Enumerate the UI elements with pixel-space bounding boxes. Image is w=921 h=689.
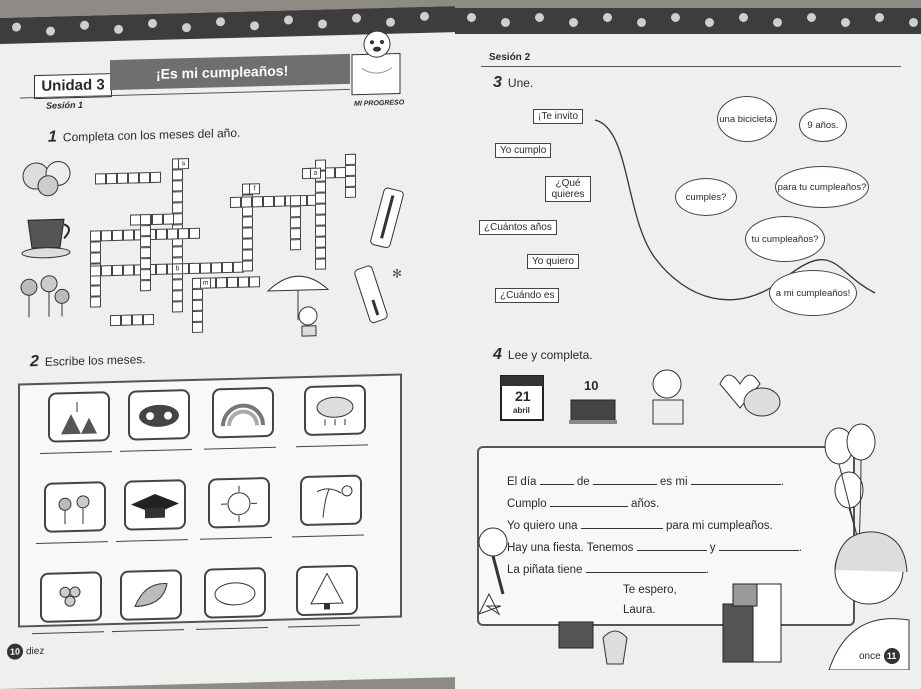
crossword-cell[interactable] xyxy=(315,214,326,225)
match-tag-3[interactable]: ¿Qué quieres xyxy=(545,176,591,202)
crossword-cell[interactable] xyxy=(156,264,167,275)
graduation-cap-icon xyxy=(124,479,186,531)
fireworks-icon xyxy=(48,391,110,443)
match-tag-4[interactable]: ¿Cuántos años xyxy=(479,220,557,235)
blank-day[interactable] xyxy=(540,474,574,485)
activity-1-instruction xyxy=(48,124,240,147)
blank-gift[interactable] xyxy=(581,518,663,529)
letter-signature: Laura. xyxy=(623,604,656,616)
rain-umbrella-icon xyxy=(262,259,334,339)
crossword-letter-cell: m xyxy=(200,277,211,288)
crossword-cell[interactable] xyxy=(123,229,134,240)
crossword-letter-cell: s xyxy=(178,158,189,169)
crossword-cell[interactable] xyxy=(290,195,301,206)
crossword-cell[interactable] xyxy=(110,315,121,326)
flowers-clue-icon xyxy=(14,271,74,323)
line2-text-a: Cumplo xyxy=(507,498,547,510)
crossword-cell[interactable] xyxy=(242,260,253,271)
progress-dog-icon xyxy=(348,27,406,99)
paw-print-icon xyxy=(386,18,395,27)
paw-print-icon xyxy=(284,15,293,24)
crossword-cell[interactable] xyxy=(227,277,238,288)
match-bubble-5[interactable]: tu cumpleaños? xyxy=(745,216,825,262)
gift-boxes-icon xyxy=(717,564,787,664)
letter-line-4 xyxy=(507,540,802,554)
christmas-tree-icon xyxy=(296,565,358,617)
crossword-cell[interactable] xyxy=(230,197,241,208)
match-bubble-4[interactable]: cumples? xyxy=(675,178,737,216)
crossword-cell[interactable] xyxy=(95,173,106,184)
left-page-number xyxy=(4,643,44,660)
match-bubble-2[interactable]: 9 años. xyxy=(799,108,847,142)
crossword-cell[interactable] xyxy=(192,300,203,311)
line4-text-c: . xyxy=(798,542,802,554)
beach-icon xyxy=(300,475,362,527)
unit-title: ¡Es mi cumpleaños! xyxy=(110,54,350,90)
line2-text-b: años. xyxy=(631,498,660,510)
month-answer-line[interactable] xyxy=(196,627,268,630)
match-tag-1[interactable]: ¡Te invito xyxy=(533,109,583,124)
crossword-cell[interactable] xyxy=(90,241,101,252)
crossword-cell[interactable] xyxy=(345,176,356,187)
crossword-cell[interactable] xyxy=(123,264,134,275)
calendar-month: abril xyxy=(513,406,530,415)
activity-1-number: 1 xyxy=(48,128,57,146)
crossword-cell[interactable] xyxy=(139,172,150,183)
crossword-cell[interactable] xyxy=(167,228,178,239)
crossword-cell[interactable] xyxy=(140,280,151,291)
cake-number: 10 xyxy=(584,378,599,393)
line1-text-b: de xyxy=(576,476,590,488)
match-bubble-1[interactable]: una bicicleta. xyxy=(717,96,777,142)
crossword-cell[interactable] xyxy=(112,230,123,241)
crossword-cell[interactable] xyxy=(152,214,163,225)
crossword-cell[interactable] xyxy=(189,263,200,274)
crossword-cell[interactable] xyxy=(101,230,112,241)
thermometer-hot-icon xyxy=(365,182,410,253)
crossword-cell[interactable] xyxy=(242,238,253,249)
crossword-cell[interactable] xyxy=(172,279,183,290)
left-page-word: diez xyxy=(26,645,45,658)
rainbow-icon xyxy=(212,387,274,439)
crossword-cell[interactable] xyxy=(200,262,211,273)
crossword-cell[interactable] xyxy=(140,269,151,280)
paw-print-icon xyxy=(182,23,191,32)
match-bubble-6[interactable]: a mi cumpleaños! xyxy=(769,270,857,316)
activity-2-text: Escribe los meses. xyxy=(44,352,146,369)
crossword-cell[interactable] xyxy=(172,169,183,180)
crossword-cell[interactable] xyxy=(101,265,112,276)
activity-3-number: 3 xyxy=(493,74,502,91)
crossword-cell[interactable] xyxy=(172,290,183,301)
crossword-cell[interactable] xyxy=(192,322,203,333)
blank-event[interactable] xyxy=(691,474,781,485)
leaves-icon xyxy=(120,569,182,621)
crossword-cell[interactable] xyxy=(90,230,101,241)
session-2-label: Sesión 2 xyxy=(489,52,531,63)
crossword-cell[interactable] xyxy=(150,172,161,183)
match-tag-2[interactable]: Yo cumplo xyxy=(495,143,551,158)
crossword-cell[interactable] xyxy=(140,247,151,258)
activity-2-number: 2 xyxy=(30,352,39,371)
crossword-cell[interactable] xyxy=(140,214,151,225)
crossword-letter-cell: b xyxy=(172,263,183,274)
crossword-cell[interactable] xyxy=(172,246,183,257)
left-page-number-badge: 10 xyxy=(7,643,23,659)
thermometer-cold-icon xyxy=(348,259,403,330)
crossword-cell[interactable] xyxy=(241,196,252,207)
paw-print-icon xyxy=(216,17,225,26)
month-answer-line[interactable] xyxy=(112,629,184,632)
line3-text-a: Yo quiero una xyxy=(507,520,578,532)
dog-gift-icon xyxy=(637,364,697,430)
crossword-cell[interactable] xyxy=(242,227,253,238)
crossword-cell[interactable] xyxy=(216,277,227,288)
crossword-cell[interactable] xyxy=(163,213,174,224)
sun-icon xyxy=(208,477,270,529)
activity-4-number: 4 xyxy=(493,346,502,363)
crossword-letter-cell: f xyxy=(249,183,260,194)
crossword-cell[interactable] xyxy=(274,196,285,207)
right-page xyxy=(455,8,921,689)
crossword-cell[interactable] xyxy=(345,187,356,198)
match-bubble-3[interactable]: para tu cumpleaños? xyxy=(775,166,869,208)
blank-month[interactable] xyxy=(593,474,657,485)
crossword-cell[interactable] xyxy=(192,311,203,322)
match-tag-6[interactable]: ¿Cuándo es xyxy=(495,288,559,303)
pinata-icon xyxy=(710,364,790,430)
right-page-word: once xyxy=(859,651,881,662)
paw-print-icon xyxy=(420,12,429,21)
crossword-cell[interactable] xyxy=(189,228,200,239)
blank-party-2[interactable] xyxy=(719,540,799,551)
crossword-cell[interactable] xyxy=(90,285,101,296)
crossword-cell[interactable] xyxy=(249,276,260,287)
crossword-cell[interactable] xyxy=(117,173,128,184)
fruit-icon xyxy=(18,151,78,198)
month-answer-line[interactable] xyxy=(32,631,104,634)
crossword-cell[interactable] xyxy=(172,180,183,191)
crossword-cell[interactable] xyxy=(315,192,326,203)
crossword-cell[interactable] xyxy=(290,239,301,250)
crossword-cell[interactable] xyxy=(121,315,132,326)
left-page xyxy=(0,6,455,689)
line4-text-a: Hay una fiesta. Tenemos xyxy=(507,542,634,554)
flowers-icon xyxy=(44,481,106,533)
blank-age[interactable] xyxy=(550,496,628,507)
crossword-cell[interactable] xyxy=(290,217,301,228)
crossword-cell[interactable] xyxy=(315,225,326,236)
paw-print-icon xyxy=(80,21,89,30)
line4-text-b: y xyxy=(709,542,716,554)
rain-cloud-icon xyxy=(304,384,366,436)
crossword-cell[interactable] xyxy=(290,228,301,239)
blank-pinata[interactable] xyxy=(586,562,706,573)
activity-4-instruction xyxy=(493,346,593,364)
crossword-cell[interactable] xyxy=(112,265,123,276)
calendar-icon xyxy=(497,370,547,425)
activity-3-text: Une. xyxy=(507,76,534,90)
match-tag-5[interactable]: Yo quiero xyxy=(527,254,579,269)
crossword-cell[interactable] xyxy=(90,296,101,307)
crossword-cell[interactable] xyxy=(252,196,263,207)
activity-1-text: Completa con los meses del año. xyxy=(62,125,241,145)
crossword-cell[interactable] xyxy=(140,236,151,247)
paw-print-icon xyxy=(148,19,157,28)
crossword-cell[interactable] xyxy=(140,225,151,236)
crossword-cell[interactable] xyxy=(192,289,203,300)
progress-label: MI PROGRESO xyxy=(354,99,405,108)
crossword-cell[interactable] xyxy=(172,301,183,312)
letter-closing: Te espero, xyxy=(623,584,677,596)
crossword-cell[interactable] xyxy=(315,258,326,269)
paw-print-icon xyxy=(12,22,21,31)
crossword-cell[interactable] xyxy=(290,206,301,217)
crossword-letter-cell: a xyxy=(310,168,321,179)
right-page-number xyxy=(859,648,903,664)
session-label: Sesión 1 xyxy=(46,99,84,111)
paw-print-icon xyxy=(114,25,123,34)
calendar-day: 21 xyxy=(515,388,531,404)
crossword-cell[interactable] xyxy=(172,202,183,213)
crossword-cell[interactable] xyxy=(90,265,101,276)
mask-icon xyxy=(128,389,190,441)
cupcake-icon xyxy=(555,598,635,673)
crossword-cell[interactable] xyxy=(132,314,143,325)
crossword-cell[interactable] xyxy=(90,252,101,263)
line5-text-a: La piñata tiene xyxy=(507,564,583,576)
paw-print-icon xyxy=(250,21,259,30)
letter-line-2 xyxy=(507,496,659,510)
crossword-cell[interactable] xyxy=(238,276,249,287)
activity-4-text: Lee y completa. xyxy=(507,348,593,362)
line5-text-b: . xyxy=(705,564,709,576)
month-answer-line[interactable] xyxy=(288,625,360,628)
coffee-cup-icon xyxy=(18,204,83,261)
crossword-cell[interactable] xyxy=(106,173,117,184)
paw-print-icon xyxy=(352,14,361,23)
crossword-cell[interactable] xyxy=(315,247,326,258)
line1-text-c: es mi xyxy=(660,476,688,488)
crossword-cell[interactable] xyxy=(156,229,167,240)
svg-text:✻: ✻ xyxy=(392,266,403,281)
crossword-cell[interactable] xyxy=(211,262,222,273)
line3-text-b: para mi cumpleaños. xyxy=(665,520,773,532)
crossword-cell[interactable] xyxy=(178,228,189,239)
blank-party-1[interactable] xyxy=(637,540,707,551)
candy-lollipop-icon xyxy=(469,524,549,634)
crossword-cell[interactable] xyxy=(345,165,356,176)
crossword-cell[interactable] xyxy=(315,203,326,214)
crossword-cell[interactable] xyxy=(315,181,326,192)
paw-print-icon xyxy=(46,27,55,36)
crossword-cell[interactable] xyxy=(128,172,139,183)
unit-label: Unidad 3 xyxy=(34,73,112,99)
letter-line-1 xyxy=(507,474,784,488)
girl-balloons-illustration xyxy=(799,420,917,670)
birthday-cake-icon xyxy=(565,370,620,428)
crossword-cell[interactable] xyxy=(143,314,154,325)
right-page-number-badge: 11 xyxy=(884,648,900,664)
grapes-icon xyxy=(40,571,102,623)
crossword-cell[interactable] xyxy=(140,258,151,269)
crossword-cell[interactable] xyxy=(242,216,253,227)
cloud-icon xyxy=(204,567,266,619)
crossword-cell[interactable] xyxy=(263,196,274,207)
line1-text-a: El día xyxy=(507,476,537,488)
crossword-cell[interactable] xyxy=(345,154,356,165)
crossword-cell[interactable] xyxy=(222,262,233,273)
paw-print-icon xyxy=(318,19,327,28)
activity-2-instruction xyxy=(30,350,146,371)
crossword-cell[interactable] xyxy=(242,249,253,260)
crossword-cell[interactable] xyxy=(315,236,326,247)
line1-text-d: . xyxy=(780,476,784,488)
crossword-cell[interactable] xyxy=(172,191,183,202)
